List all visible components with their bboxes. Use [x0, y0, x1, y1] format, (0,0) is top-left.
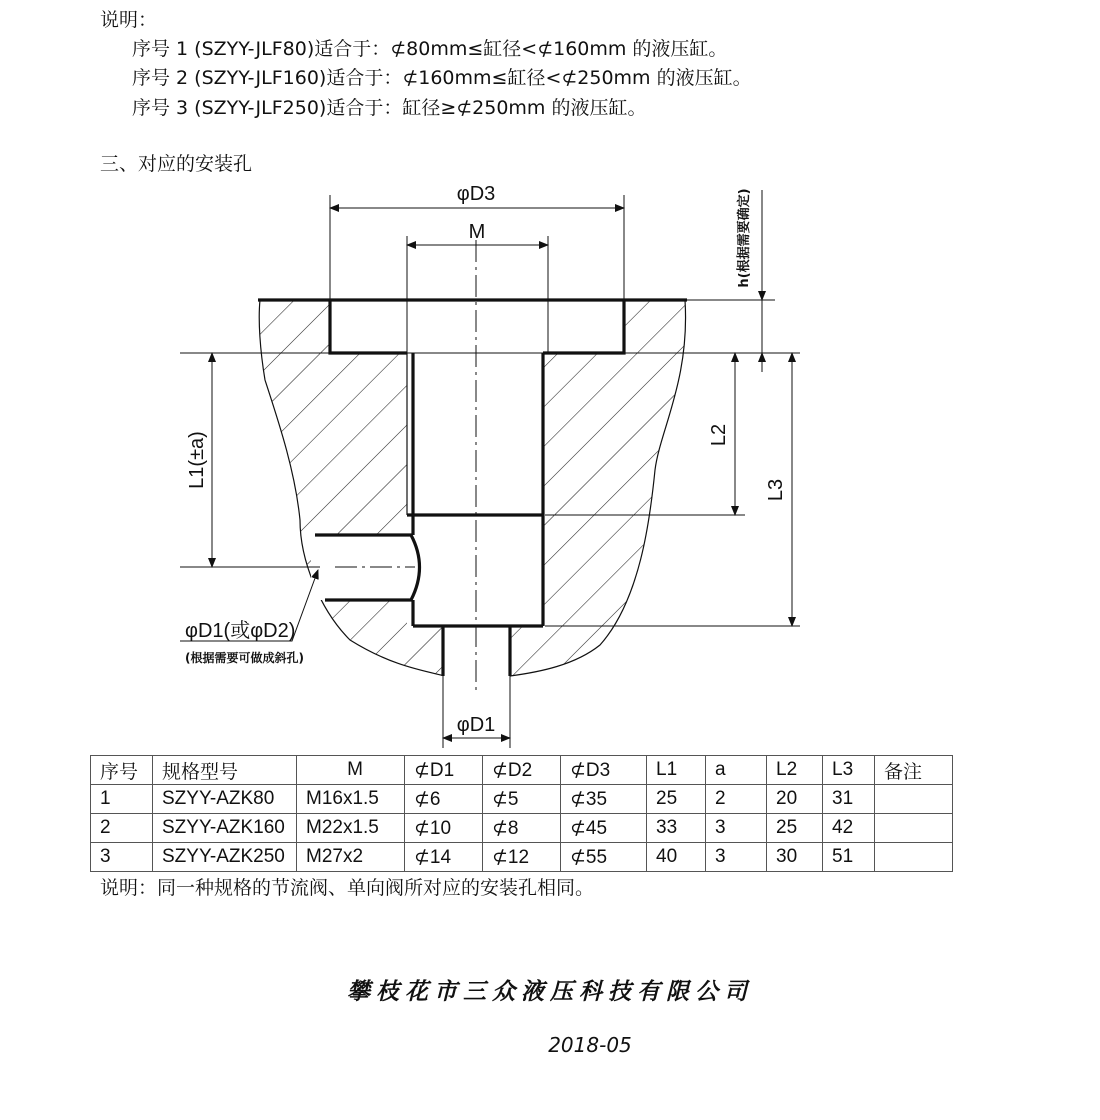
table-cell: ⊄14 [405, 843, 483, 872]
table-cell: 3 [706, 843, 767, 872]
section-title: 三、对应的安装孔 [100, 153, 253, 175]
d1-bottom-label: φD1 [456, 714, 496, 736]
table-header-row [91, 756, 953, 785]
table-row [91, 785, 953, 814]
spec-table [90, 755, 953, 872]
table-header-cell: 备注 [875, 756, 953, 785]
table-cell: 1 [91, 785, 153, 814]
footer-note: 说明：同一种规格的节流阀、单向阀所对应的安装孔相同。 [100, 877, 595, 899]
table-cell: 42 [823, 814, 875, 843]
table-cell: 2 [91, 814, 153, 843]
l2-dimension-label: L2 [708, 423, 730, 447]
notes-heading: 说明： [100, 9, 158, 31]
table-cell [875, 814, 953, 843]
d1-side-label: φD1(或φD2) [185, 620, 296, 642]
m-dimension-label: M [468, 221, 486, 243]
table-cell: SZYY-AZK80 [153, 785, 297, 814]
note-item-1: 序号 1 (SZYY-JLF80)适合于：⊄80mm≤缸径<⊄160mm 的液压缸。 [132, 38, 728, 60]
l3-dimension-label: L3 [765, 478, 787, 502]
table-cell: SZYY-AZK160 [153, 814, 297, 843]
table-header-cell: L2 [767, 756, 823, 785]
table-cell: ⊄55 [561, 843, 647, 872]
table-cell: M16x1.5 [297, 785, 405, 814]
table-header-cell: M [297, 756, 405, 785]
table-cell: 30 [767, 843, 823, 872]
table-header-cell: 规格型号 [153, 756, 297, 785]
table-header-cell: 序号 [91, 756, 153, 785]
table-row [91, 843, 953, 872]
d1-side-note: (根据需要可做成斜孔) [185, 651, 304, 665]
table-cell: ⊄10 [405, 814, 483, 843]
table-cell: 33 [647, 814, 706, 843]
table-cell [875, 843, 953, 872]
table-cell: ⊄6 [405, 785, 483, 814]
note-item-2: 序号 2 (SZYY-JLF160)适合于：⊄160mm≤缸径<⊄250mm 的液压缸。 [132, 67, 752, 89]
table-cell: 31 [823, 785, 875, 814]
table-header-cell: ⊄D3 [561, 756, 647, 785]
table-cell: M27x2 [297, 843, 405, 872]
table-cell: 25 [647, 785, 706, 814]
table-row [91, 814, 953, 843]
table-header-cell: L1 [647, 756, 706, 785]
table-cell: ⊄8 [483, 814, 561, 843]
d3-dimension-label: φD3 [456, 183, 496, 205]
table-cell: ⊄35 [561, 785, 647, 814]
table-cell: 25 [767, 814, 823, 843]
table-cell: 40 [647, 843, 706, 872]
h-dimension-label: h(根据需要确定) [737, 188, 752, 288]
table-header-cell: a [706, 756, 767, 785]
table-cell: 2 [706, 785, 767, 814]
table-header-cell: ⊄D1 [405, 756, 483, 785]
document-date: 2018-05 [548, 1033, 632, 1057]
table-cell: 3 [91, 843, 153, 872]
table-header-cell: L3 [823, 756, 875, 785]
table-cell: 51 [823, 843, 875, 872]
company-name: 攀枝花市三众液压科技有限公司 [347, 978, 753, 1005]
table-cell: ⊄12 [483, 843, 561, 872]
table-cell: ⊄45 [561, 814, 647, 843]
l1-dimension-label: L1(±a) [186, 431, 208, 489]
table-cell: ⊄5 [483, 785, 561, 814]
table-cell: SZYY-AZK250 [153, 843, 297, 872]
table-cell: M22x1.5 [297, 814, 405, 843]
note-item-3: 序号 3 (SZYY-JLF250)适合于：缸径≥⊄250mm 的液压缸。 [132, 97, 647, 119]
table-cell [875, 785, 953, 814]
table-cell: 3 [706, 814, 767, 843]
table-header-cell: ⊄D2 [483, 756, 561, 785]
table-cell: 20 [767, 785, 823, 814]
